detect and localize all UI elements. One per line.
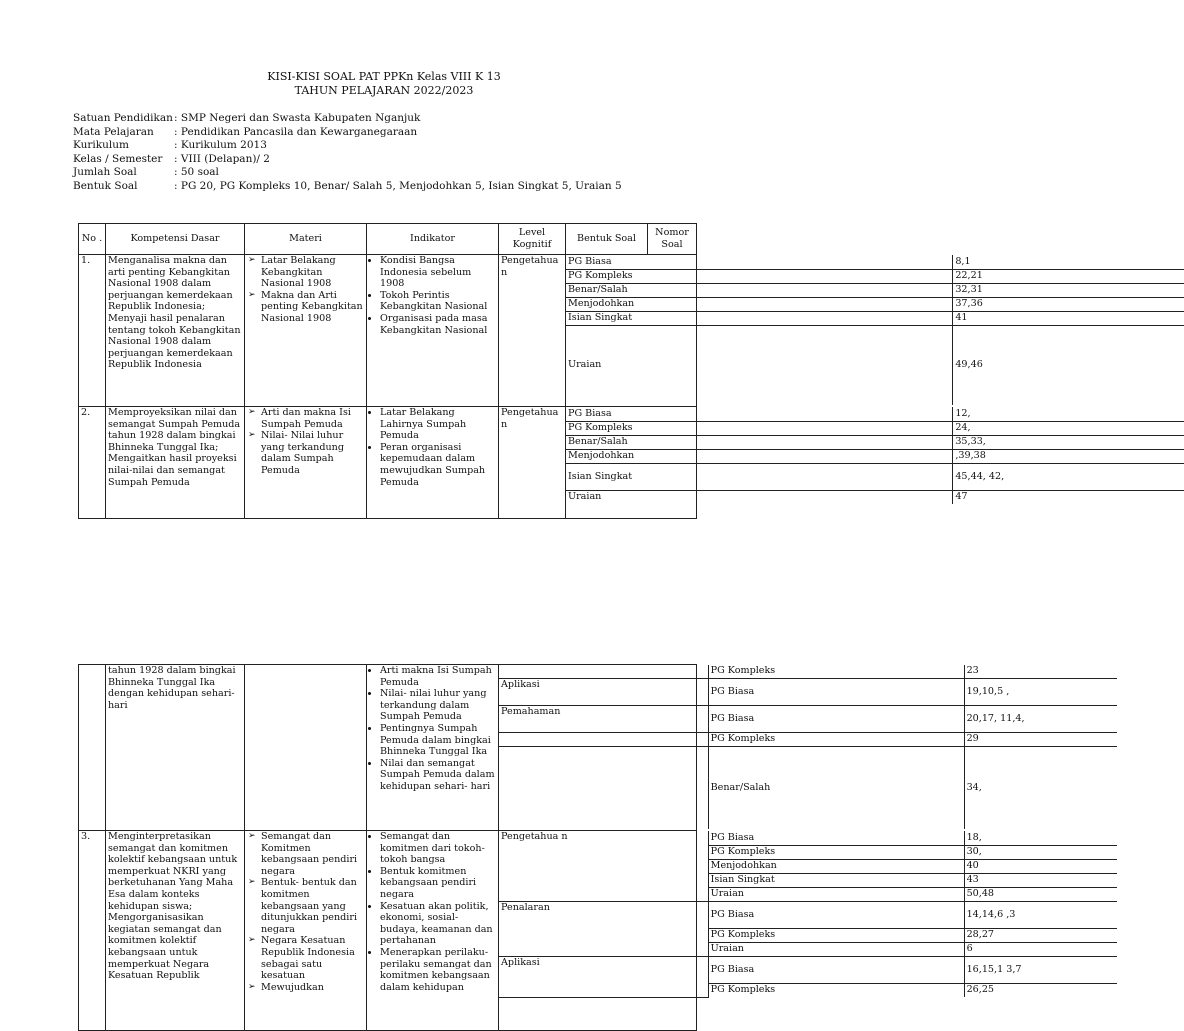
- bentuk-soal: PG Kompleks: [708, 732, 964, 746]
- nomor-soal: 37,36: [953, 297, 1184, 311]
- materi-item: ➢ Nilai- Nilai luhur yang terkandung dalam Sumpah Pemuda: [261, 430, 364, 476]
- level-kognitif: Penalaran: [499, 901, 708, 956]
- nomor-soal: 35,33,: [953, 435, 1184, 449]
- soal-group: [566, 407, 1005, 519]
- soal-group: [499, 831, 1022, 1031]
- indikator-item: • Nilai dan semangat Sumpah Pemuda dalam kehidupan sehari- hari: [380, 758, 496, 793]
- indikator-item: • Organisasi pada masa Kebangkitan Nasional: [380, 313, 496, 336]
- soal-row: [566, 283, 1184, 297]
- kompetensi-dasar: Menganalisa makna dan arti penting Kebangkitan Nasional 1908 dalam perjuangan kemerdekaan Republik Indonesia; Menyaji hasil penalaran tentang tokoh Kebangkitan Nasional 1908 dalam perjuangan kemerdekaan Republik Indonesia: [106, 255, 245, 407]
- indikator-item: • Semangat dan komitmen dari tokoh-tokoh bangsa: [380, 831, 496, 866]
- meta-row-satuan: Satuan Pendidikan : SMP Negeri dan Swasta Kabupaten Nganjuk: [73, 112, 421, 124]
- bentuk-soal: PG Kompleks: [708, 665, 964, 678]
- indikator-item: • Menerapkan perilaku-perilaku semangat dan komitmen kebangsaan dalam kehidupan: [380, 947, 496, 993]
- materi: [245, 255, 367, 407]
- soal-subtable: [499, 665, 1117, 829]
- nomor-soal: 49,46: [955, 359, 983, 371]
- materi-item: ➢ Negara Kesatuan Republik Indonesia sebagai satu kesatuan: [261, 935, 364, 981]
- meta-row-kurikulum: Kurikulum : Kurikulum 2013: [73, 139, 267, 152]
- bentuk-soal: PG Biasa: [708, 901, 964, 928]
- bentuk-soal: PG Biasa: [566, 255, 953, 269]
- table-row: [79, 255, 697, 407]
- level-kognitif: [499, 746, 708, 829]
- nomor-soal: 19,10,5 ,: [964, 678, 1117, 705]
- soal-row: [499, 831, 1117, 845]
- nomor-soal: 22,21: [953, 269, 1184, 283]
- level-kognitif: [499, 732, 708, 746]
- level-kognitif: Pengetahua n: [499, 407, 566, 519]
- bentuk-soal: PG Kompleks: [708, 928, 964, 942]
- level-kognitif: Aplikasi: [499, 678, 708, 705]
- bentuk-soal: PG Biasa: [708, 956, 964, 983]
- bentuk-soal: PG Kompleks: [566, 269, 953, 283]
- materi-item: ➢ Makna dan Arti penting Kebangkitan Nasional 1908: [261, 290, 364, 325]
- soal-row: [566, 463, 1184, 490]
- materi: [245, 407, 367, 519]
- bentuk-soal: PG Biasa: [708, 678, 964, 705]
- nomor-soal: 26,25: [966, 984, 995, 996]
- bentuk-soal: Isian Singkat: [566, 311, 953, 325]
- nomor-soal: 14,14,6 ,3: [964, 901, 1117, 928]
- indikator-item: • Pentingnya Sumpah Pemuda dalam bingkai Bhinneka Tunggal Ika: [380, 723, 496, 758]
- nomor-soal: 40: [964, 859, 1117, 873]
- table-row: [79, 831, 697, 1031]
- indikator-item: • Bentuk komitmen kebangsaan pendiri negara: [380, 866, 496, 901]
- bentuk-soal: PG Biasa: [708, 705, 964, 732]
- soal-row: [566, 490, 1184, 504]
- kompetensi-dasar: Menginterpretasikan semangat dan komitmen kolektif kebangsaan untuk memperkuat NKRI yang berketuhanan Yang Maha Esa dalam konteks kehidupan siswa; Mengorganisasikan kegiatan semangat dan komitmen kolektif kebangsaan untuk memperkuat Negara Kesatuan Republik: [106, 831, 245, 1031]
- nomor-soal: 18,: [964, 831, 1117, 845]
- nomor-soal: 16,15,1 3,7: [964, 956, 1117, 983]
- nomor-soal: 6: [964, 942, 1117, 956]
- soal-row: [566, 255, 1184, 269]
- soal-row: [566, 407, 1184, 421]
- bentuk-soal: PG Kompleks: [708, 983, 964, 997]
- bentuk-soal: Menjodohkan: [566, 449, 953, 463]
- indikator: [367, 407, 499, 519]
- nomor-soal: 28,27: [964, 928, 1117, 942]
- nomor-soal: 45,44, 42,: [953, 463, 1184, 490]
- row-number: 2.: [79, 407, 106, 519]
- bentuk-soal: Isian Singkat: [708, 873, 964, 887]
- nomor-soal: 8,1: [953, 255, 1184, 269]
- indikator-item: • Arti makna Isi Sumpah Pemuda: [380, 665, 496, 688]
- header-indikator: Indikator: [367, 224, 499, 255]
- nomor-soal: 23: [964, 665, 1117, 678]
- soal-subtable: [566, 407, 1184, 504]
- soal-group: [566, 255, 983, 407]
- nomor-soal: ,39,38: [953, 449, 1184, 463]
- soal-row: [566, 421, 1184, 435]
- document-metadata: [73, 112, 622, 194]
- kompetensi-dasar: tahun 1928 dalam bingkai Bhinneka Tunggal Ika dengan kehidupan sehari-hari: [106, 665, 245, 831]
- row-number: 1.: [79, 255, 106, 407]
- nomor-soal: 30,: [964, 845, 1117, 859]
- level-kognitif: Pengetahua n: [499, 255, 566, 407]
- nomor-soal: 12,: [953, 407, 1184, 421]
- header-nomor-soal: Nomor Soal: [648, 224, 697, 255]
- bentuk-soal: Uraian: [566, 325, 953, 405]
- soal-row: [566, 269, 1184, 283]
- materi: [245, 665, 367, 831]
- soal-row: [566, 311, 1184, 325]
- level-kognitif: Aplikasi: [499, 956, 708, 997]
- indikator: [367, 255, 499, 407]
- table-row: [79, 665, 697, 831]
- soal-row: [566, 325, 1184, 405]
- nomor-soal: 24,: [953, 421, 1184, 435]
- indikator-item: • Nilai- nilai luhur yang terkandung dalam Sumpah Pemuda: [380, 688, 496, 723]
- kompetensi-dasar: Memproyeksikan nilai dan semangat Sumpah Pemuda tahun 1928 dalam bingkai Bhinneka Tunggal Ika; Mengaitkan hasil proyeksi nilai-nilai dan semangat Sumpah Pemuda: [106, 407, 245, 519]
- kisi-kisi-table-page1: [78, 223, 1005, 519]
- soal-row: [566, 435, 1184, 449]
- indikator-item: • Tokoh Perintis Kebangkitan Nasional: [380, 290, 496, 313]
- soal-subtable: [499, 831, 1117, 998]
- header-kompetensi-dasar: Kompetensi Dasar: [106, 224, 245, 255]
- indikator-item: • Kesatuan akan politik, ekonomi, sosial-budaya, keamanan dan pertahanan: [380, 901, 496, 947]
- indikator-item: • Latar Belakang Lahirnya Sumpah Pemuda: [380, 407, 496, 442]
- level-kognitif: Pemahaman: [499, 705, 708, 732]
- row-number: 3.: [79, 831, 106, 1031]
- table-row: [79, 407, 697, 519]
- indikator-item: • Kondisi Bangsa Indonesia sebelum 1908: [380, 255, 496, 290]
- kisi-kisi-table-page2: [78, 664, 1025, 1031]
- bentuk-soal: PG Biasa: [566, 407, 953, 421]
- bentuk-soal: Menjodohkan: [708, 859, 964, 873]
- bentuk-soal: Menjodohkan: [566, 297, 953, 311]
- meta-row-jumlah: Jumlah Soal : 50 soal: [73, 166, 219, 179]
- bentuk-soal: PG Kompleks: [708, 845, 964, 859]
- header-materi: Materi: [245, 224, 367, 255]
- soal-row: [499, 956, 1117, 983]
- level-kognitif: [499, 665, 708, 678]
- bentuk-soal: Isian Singkat: [566, 463, 953, 490]
- materi-item: ➢ Semangat dan Komitmen kebangsaan pendiri negara: [261, 831, 364, 877]
- materi-item: ➢ Arti dan makna Isi Sumpah Pemuda: [261, 407, 364, 430]
- meta-row-bentuk: Bentuk Soal : PG 20, PG Kompleks 10, Benar/ Salah 5, Menjodohkan 5, Isian Singkat 5, Uraian 5: [73, 179, 622, 192]
- header-bentuk-soal: Bentuk Soal: [566, 224, 648, 255]
- nomor-soal: 47: [955, 491, 968, 503]
- document-title: KISI-KISI SOAL PAT PPKn Kelas VIII K 13: [267, 70, 501, 83]
- bentuk-soal: PG Kompleks: [566, 421, 953, 435]
- bentuk-soal: Uraian: [566, 490, 953, 504]
- meta-row-kelas: Kelas / Semester : VIII (Delapan)/ 2: [73, 152, 270, 165]
- soal-row: [566, 297, 1184, 311]
- bentuk-soal: PG Biasa: [708, 831, 964, 845]
- soal-row: [499, 678, 1117, 705]
- nomor-soal: 41: [953, 311, 1184, 325]
- soal-group: [499, 665, 1025, 831]
- bentuk-soal: Benar/Salah: [566, 435, 953, 449]
- document-subtitle: TAHUN PELAJARAN 2022/2023: [294, 84, 474, 97]
- soal-row: [499, 732, 1117, 746]
- materi-item: ➢ Mewujudkan: [261, 982, 364, 994]
- bentuk-soal: Benar/Salah: [566, 283, 953, 297]
- nomor-soal: 29: [964, 732, 1117, 746]
- indikator-item: • Peran organisasi kepemudaan dalam mewujudkan Sumpah Pemuda: [380, 442, 496, 488]
- materi: [245, 831, 367, 1031]
- indikator: [367, 665, 499, 831]
- nomor-soal: 50,48: [964, 887, 1117, 901]
- soal-subtable: [566, 255, 1184, 405]
- soal-row: [499, 901, 1117, 928]
- indikator: [367, 831, 499, 1031]
- bentuk-soal: Benar/Salah: [708, 746, 964, 829]
- bentuk-soal: Uraian: [708, 887, 964, 901]
- nomor-soal: 20,17, 11,4,: [964, 705, 1117, 732]
- header-level-kognitif: Level Kognitif: [499, 224, 566, 255]
- materi-item: ➢ Latar Belakang Kebangkitan Nasional 1908: [261, 255, 364, 290]
- nomor-soal: 32,31: [953, 283, 1184, 297]
- row-number: [79, 665, 106, 831]
- soal-row: [499, 665, 1117, 678]
- soal-row: [566, 449, 1184, 463]
- soal-row: [499, 705, 1117, 732]
- header-no: No .: [79, 224, 106, 255]
- bentuk-soal: Uraian: [708, 942, 964, 956]
- nomor-soal: 34,: [966, 781, 982, 793]
- soal-row: [499, 746, 1117, 829]
- materi-item: ➢ Bentuk- bentuk dan komitmen kebangsaan yang ditunjukkan pendiri negara: [261, 877, 364, 935]
- table-header-row: [79, 224, 697, 255]
- nomor-soal: 43: [964, 873, 1117, 887]
- level-kognitif: Pengetahua n: [499, 831, 708, 901]
- meta-row-mapel: Mata Pelajaran : Pendidikan Pancasila dan Kewarganegaraan: [73, 125, 418, 138]
